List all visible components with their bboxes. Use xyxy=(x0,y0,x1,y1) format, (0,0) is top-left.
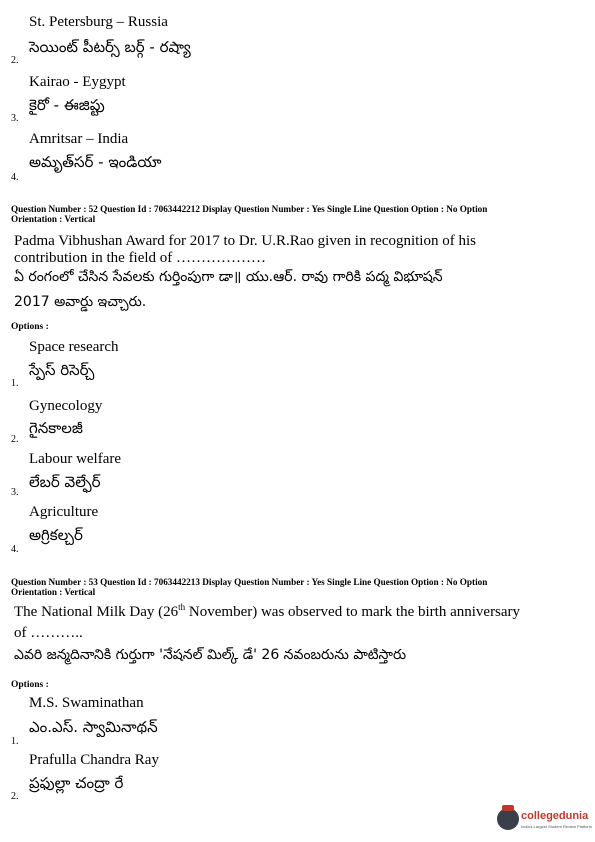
q52-option-1-english: Space research xyxy=(29,339,119,355)
prev-option-1-telugu: సెయింట్ పీటర్స్ బర్గ్ - రష్యా xyxy=(29,38,191,56)
q52-meta-line-1: Question Number : 52 Question Id : 7063442212 Display Question Number : Yes Single Line Question Option : No Option xyxy=(11,204,488,214)
prev-option-2-english: Kairao - Eygypt xyxy=(29,74,126,90)
q53-option-number-2: 2. xyxy=(11,791,19,802)
q53-option-number-1: 1. xyxy=(11,736,19,747)
q53-options-label: Options : xyxy=(11,680,49,690)
prev-option-3-telugu: అమృత్‌సర్ - ఇండియా xyxy=(29,153,162,171)
q52-option-2-telugu: గైనకాలజీ xyxy=(29,419,83,437)
q53-telugu-line-1: ఎవరి జన్మదినానికి గుర్తుగా 'నేషనల్ మిల్క్ డే' 26 నవంబరును పాటిస్తారు xyxy=(14,647,407,663)
q53-option-2-telugu: ప్రఫుల్లా చంద్రా రే xyxy=(29,774,124,792)
prev-option-number-2: 2. xyxy=(11,55,19,66)
prev-option-2-telugu: కైరో - ఈజిప్టు xyxy=(29,96,105,114)
q53-meta-line-1: Question Number : 53 Question Id : 7063442213 Display Question Number : Yes Single Line Question Option : No Option xyxy=(11,577,488,587)
owl-mascot-icon xyxy=(497,808,519,830)
logo-name: collegedunia xyxy=(521,810,589,822)
q52-english-line-2: contribution in the field of ……………… xyxy=(14,250,267,266)
q52-option-4-telugu: అగ్రికల్చర్ xyxy=(29,526,83,544)
q53-english-line-1-superscript: th xyxy=(178,602,186,612)
q52-telugu-line-2: 2017 అవార్డు ఇచ్చారు. xyxy=(14,294,147,310)
q52-option-1-telugu: స్పేస్ రిసెర్చ్ xyxy=(29,361,95,379)
q53-option-1-english: M.S. Swaminathan xyxy=(29,695,144,711)
q53-english-line-1-end: November) was observed to mark the birth anniversary xyxy=(185,604,521,620)
q53-english-line-1 xyxy=(14,604,520,621)
q53-english-line-2: of ……….. xyxy=(14,625,83,641)
q52-option-number-1: 1. xyxy=(11,378,19,389)
prev-option-1-english: St. Petersburg – Russia xyxy=(29,14,168,30)
q53-meta-line-2: Orientation : Vertical xyxy=(11,587,96,597)
q53-english-line-1-start: The National Milk Day (26 xyxy=(14,604,179,620)
q52-options-label: Options : xyxy=(11,322,49,332)
q52-option-2-english: Gynecology xyxy=(29,398,103,414)
q52-meta-line-2: Orientation : Vertical xyxy=(11,214,96,224)
q52-option-3-telugu: లేబర్ వెల్ఫేర్ xyxy=(29,473,101,491)
prev-option-number-4: 4. xyxy=(11,172,19,183)
q52-option-3-english: Labour welfare xyxy=(29,451,122,467)
q52-option-number-4: 4. xyxy=(11,544,19,555)
collegedunia-logo xyxy=(497,806,591,834)
prev-option-3-english: Amritsar – India xyxy=(29,131,129,147)
q53-option-1-telugu: ఎం.ఎస్. స్వామినాథన్ xyxy=(29,718,158,736)
logo-tagline: India's Largest Student Review Platform xyxy=(521,824,593,829)
q53-option-2-english: Prafulla Chandra Ray xyxy=(29,752,159,768)
q52-option-4-english: Agriculture xyxy=(29,504,99,520)
q52-option-number-2: 2. xyxy=(11,434,19,445)
q52-option-number-3: 3. xyxy=(11,487,19,498)
q52-telugu-line-1: ఏ రంగంలో చేసిన సేవలకు గుర్తింపుగా డా॥ యు.ఆర్. రావు గారికి పద్మ విభూషన్ xyxy=(14,269,443,285)
q52-english-line-1: Padma Vibhushan Award for 2017 to Dr. U.R.Rao given in recognition of his xyxy=(14,233,476,249)
prev-option-number-3: 3. xyxy=(11,113,19,124)
